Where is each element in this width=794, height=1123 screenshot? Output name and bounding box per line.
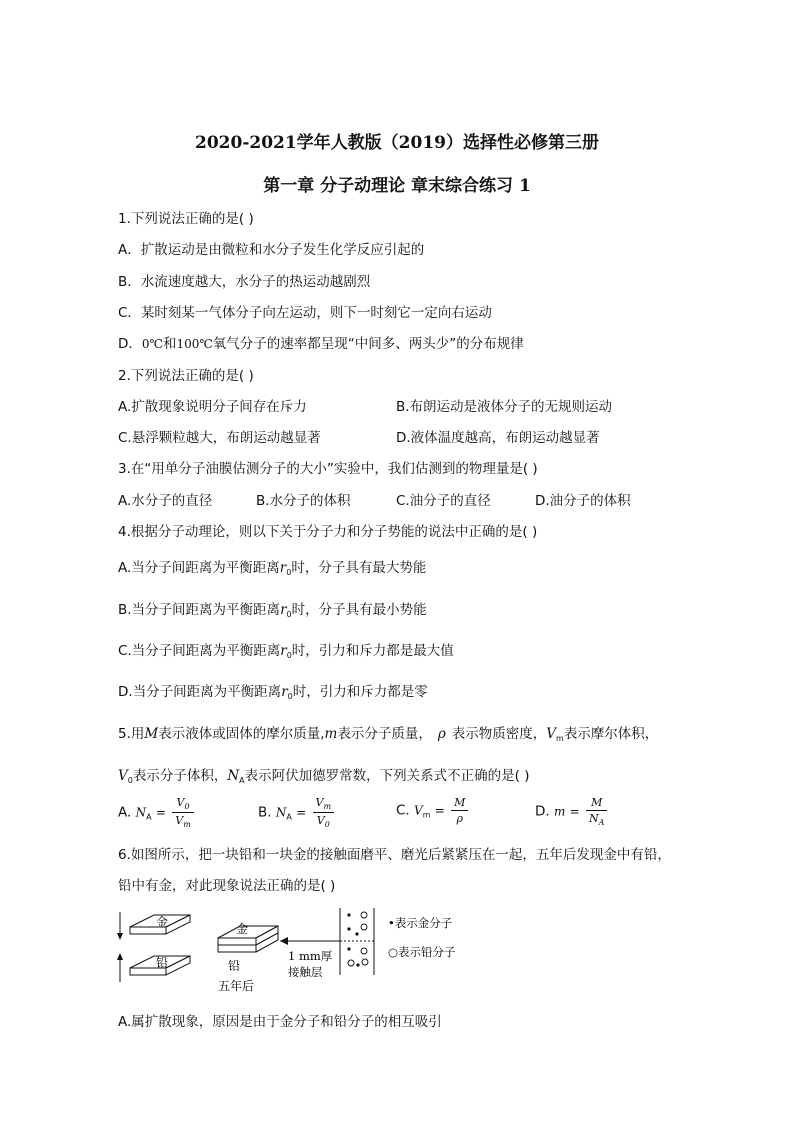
q5-c-eq: = (434, 803, 445, 818)
q5-text: 表示分子质量， (337, 726, 432, 742)
q1-option-b: B．水流速度越大，水分子的热运动越剧烈 (118, 274, 371, 290)
q5-d-letter: D. (535, 803, 550, 820)
q3-stem: 3.在“用单分子油膜估测分子的大小”实验中，我们估测到的物理量是( ) (118, 461, 538, 477)
q4-b-r-sub: 0 (286, 610, 292, 619)
magnified-contact-layer (340, 908, 374, 975)
q5-option-c (396, 796, 468, 825)
q1-option-c: C．某时刻某一气体分子向左运动，则下一时刻它一定向右运动 (118, 305, 492, 321)
q5-a-num-V: V (176, 796, 185, 809)
gold-label: 金 (156, 915, 169, 929)
document-title: 2020-2021学年人教版（2019）选择性必修第三册 (195, 133, 599, 153)
q5-b-N: N (275, 805, 287, 820)
q5-a-N-sub: A (146, 812, 152, 822)
q1-option-d (118, 332, 524, 352)
q5-d-den-N: N (589, 812, 599, 825)
lead-block (130, 956, 190, 975)
q5-d-num: M (586, 796, 607, 811)
q5-a-letter: A. (118, 804, 132, 821)
q5-c-letter: C. (396, 802, 410, 819)
q3-option-a: A.水分子的直径 (118, 493, 213, 509)
q5-d-den-sub: A (598, 818, 605, 827)
q5-text: 表示液体或固体的摩尔质量, (158, 726, 325, 742)
q4-option-b (118, 598, 427, 619)
layer-thickness-label: 1 mm厚 (288, 949, 333, 963)
q5-b-num-sub: m (323, 802, 332, 811)
q2-option-b: B.布朗运动是液体分子的无规则运动 (396, 399, 613, 415)
q5-text: 表示阿伏加德罗常数，下列关系式不正确的是( ) (244, 768, 530, 784)
q4-d-r-sub: 0 (287, 692, 293, 701)
q6-stem-line2: 铅中有金，对此现象说法正确的是( ) (118, 878, 336, 894)
q5-a-fraction (172, 796, 194, 829)
q5-c-den: ρ (456, 812, 463, 825)
q4-stem: 4.根据分子动理论，则以下关于分子力和分子势能的说法中正确的是( ) (118, 524, 538, 540)
q5-a-den-V: V (175, 814, 184, 827)
q4-option-a (118, 556, 426, 577)
q5-symbol-rho: ρ (437, 726, 446, 742)
gold-lead-diffusion-figure (112, 900, 492, 1000)
q4-a-letter: A. (118, 560, 132, 576)
q5-text: 5.用 (118, 726, 145, 742)
q5-b-letter: B. (258, 804, 272, 821)
lead-label-2: 铅 (228, 959, 241, 973)
q5-option-a (118, 796, 194, 829)
five-years-later-label: 五年后 (218, 979, 255, 993)
gold-block (130, 914, 190, 934)
q5-b-den-sub: 0 (324, 820, 330, 829)
q5-symbol-V: V (118, 768, 128, 784)
q5-d-m: m (553, 804, 566, 819)
q5-b-num-V: V (315, 796, 324, 809)
q5-a-den-sub: m (183, 820, 191, 829)
q2-stem: 2.下列说法正确的是( ) (118, 368, 254, 384)
gold-label-2: 金 (236, 922, 249, 936)
q4-c-letter: C. (118, 643, 132, 659)
q5-b-den-V: V (316, 814, 325, 827)
q2-option-d: D.液体温度越高，布朗运动越显著 (396, 430, 600, 446)
q5-option-b (258, 796, 334, 829)
document-subtitle: 第一章 分子动理论 章末综合练习 1 (263, 176, 531, 196)
q4-c-r-sub: 0 (286, 651, 292, 660)
q4-a-prefix: 当分子间距离为平衡距离 (131, 560, 280, 576)
q5-c-num: M (451, 796, 468, 811)
q5-a-eq: = (155, 805, 166, 820)
q4-b-letter: B. (118, 602, 132, 618)
q5-stem-line2 (118, 764, 529, 785)
q5-text: 表示物质密度， (451, 726, 547, 742)
q3-option-d: D.油分子的体积 (535, 493, 631, 509)
q3-option-b: B.水分子的体积 (256, 493, 351, 509)
q1-d-prefix: D． (118, 336, 142, 352)
q4-d-end: 时，引力和斥力都是零 (292, 684, 428, 700)
q4-a-r: r (279, 560, 287, 576)
q6-option-a: A.属扩散现象，原因是由于金分子和铅分子的相互吸引 (118, 1014, 442, 1030)
q5-d-eq: = (569, 804, 580, 819)
q3-option-c: C.油分子的直径 (396, 493, 491, 509)
q5-option-d (535, 796, 607, 827)
q1-option-a: A．扩散运动是由微粒和水分子发生化学反应引起的 (118, 242, 425, 258)
q5-symbol-m: m (324, 726, 338, 742)
q4-a-r-sub: 0 (286, 568, 292, 577)
q4-b-prefix: 当分子间距离为平衡距离 (131, 602, 281, 618)
q1-d-temp2: 100℃ (176, 337, 213, 351)
q5-d-fraction (586, 796, 607, 827)
q1-d-suffix: 氧气分子的速率都呈现“中间多、两头少”的分布规律 (212, 336, 524, 352)
q5-stem-line1 (118, 722, 658, 743)
q5-sub-m: m (556, 734, 564, 743)
q5-sub-A: A (239, 776, 245, 785)
lead-label: 铅 (156, 956, 169, 970)
q4-d-r: r (281, 684, 288, 700)
q2-option-a: A.扩散现象说明分子间存在斥力 (118, 399, 307, 415)
q5-c-V: V (414, 803, 423, 818)
q5-symbol-N: N (227, 768, 240, 784)
q4-b-end: 时，分子具有最小势能 (291, 602, 427, 618)
q4-a-end: 时，分子具有最大势能 (291, 560, 427, 576)
q5-sub-0: 0 (127, 776, 133, 785)
q1-d-temp1: 0℃ (141, 337, 163, 351)
q1-d-mid: 和 (162, 336, 177, 352)
legend-gold-molecule: •表示金分子 (388, 916, 453, 930)
q5-text: 表示分子体积， (132, 768, 228, 784)
q4-option-d (118, 680, 428, 701)
q5-text: 表示摩尔体积， (563, 726, 659, 742)
q5-a-num-sub: 0 (184, 802, 190, 811)
q4-d-letter: D. (118, 684, 133, 700)
q5-a-N: N (135, 805, 147, 820)
q5-symbol-M: M (144, 726, 159, 742)
q4-c-prefix: 当分子间距离为平衡距离 (131, 643, 281, 659)
q2-option-c: C.悬浮颗粒越大，布朗运动越显著 (118, 430, 321, 446)
q5-symbol-V: V (546, 726, 557, 742)
q5-b-eq: = (296, 805, 307, 820)
q4-d-prefix: 当分子间距离为平衡距离 (132, 684, 282, 700)
q4-c-end: 时，引力和斥力都是最大值 (291, 643, 454, 659)
contact-layer-label: 接触层 (288, 965, 323, 979)
q5-c-V-sub: m (422, 810, 431, 820)
q1-stem: 1.下列说法正确的是( ) (118, 211, 254, 227)
q5-b-N-sub: A (286, 812, 292, 822)
press-down-arrow-icon (117, 912, 123, 940)
combined-block (218, 921, 278, 993)
q4-c-r: r (280, 643, 287, 659)
press-up-arrow-icon (117, 953, 123, 982)
q5-b-fraction (313, 796, 335, 829)
legend-lead-molecule: ○表示铅分子 (388, 945, 456, 959)
q4-option-c (118, 639, 454, 660)
layer-pointer-arrow-icon (280, 937, 340, 945)
q6-stem-line1: 6.如图所示，把一块铅和一块金的接触面磨平、磨光后紧紧压在一起，五年后发现金中有铅， (118, 847, 671, 863)
q4-b-r: r (280, 602, 287, 618)
q5-c-fraction (451, 796, 468, 825)
